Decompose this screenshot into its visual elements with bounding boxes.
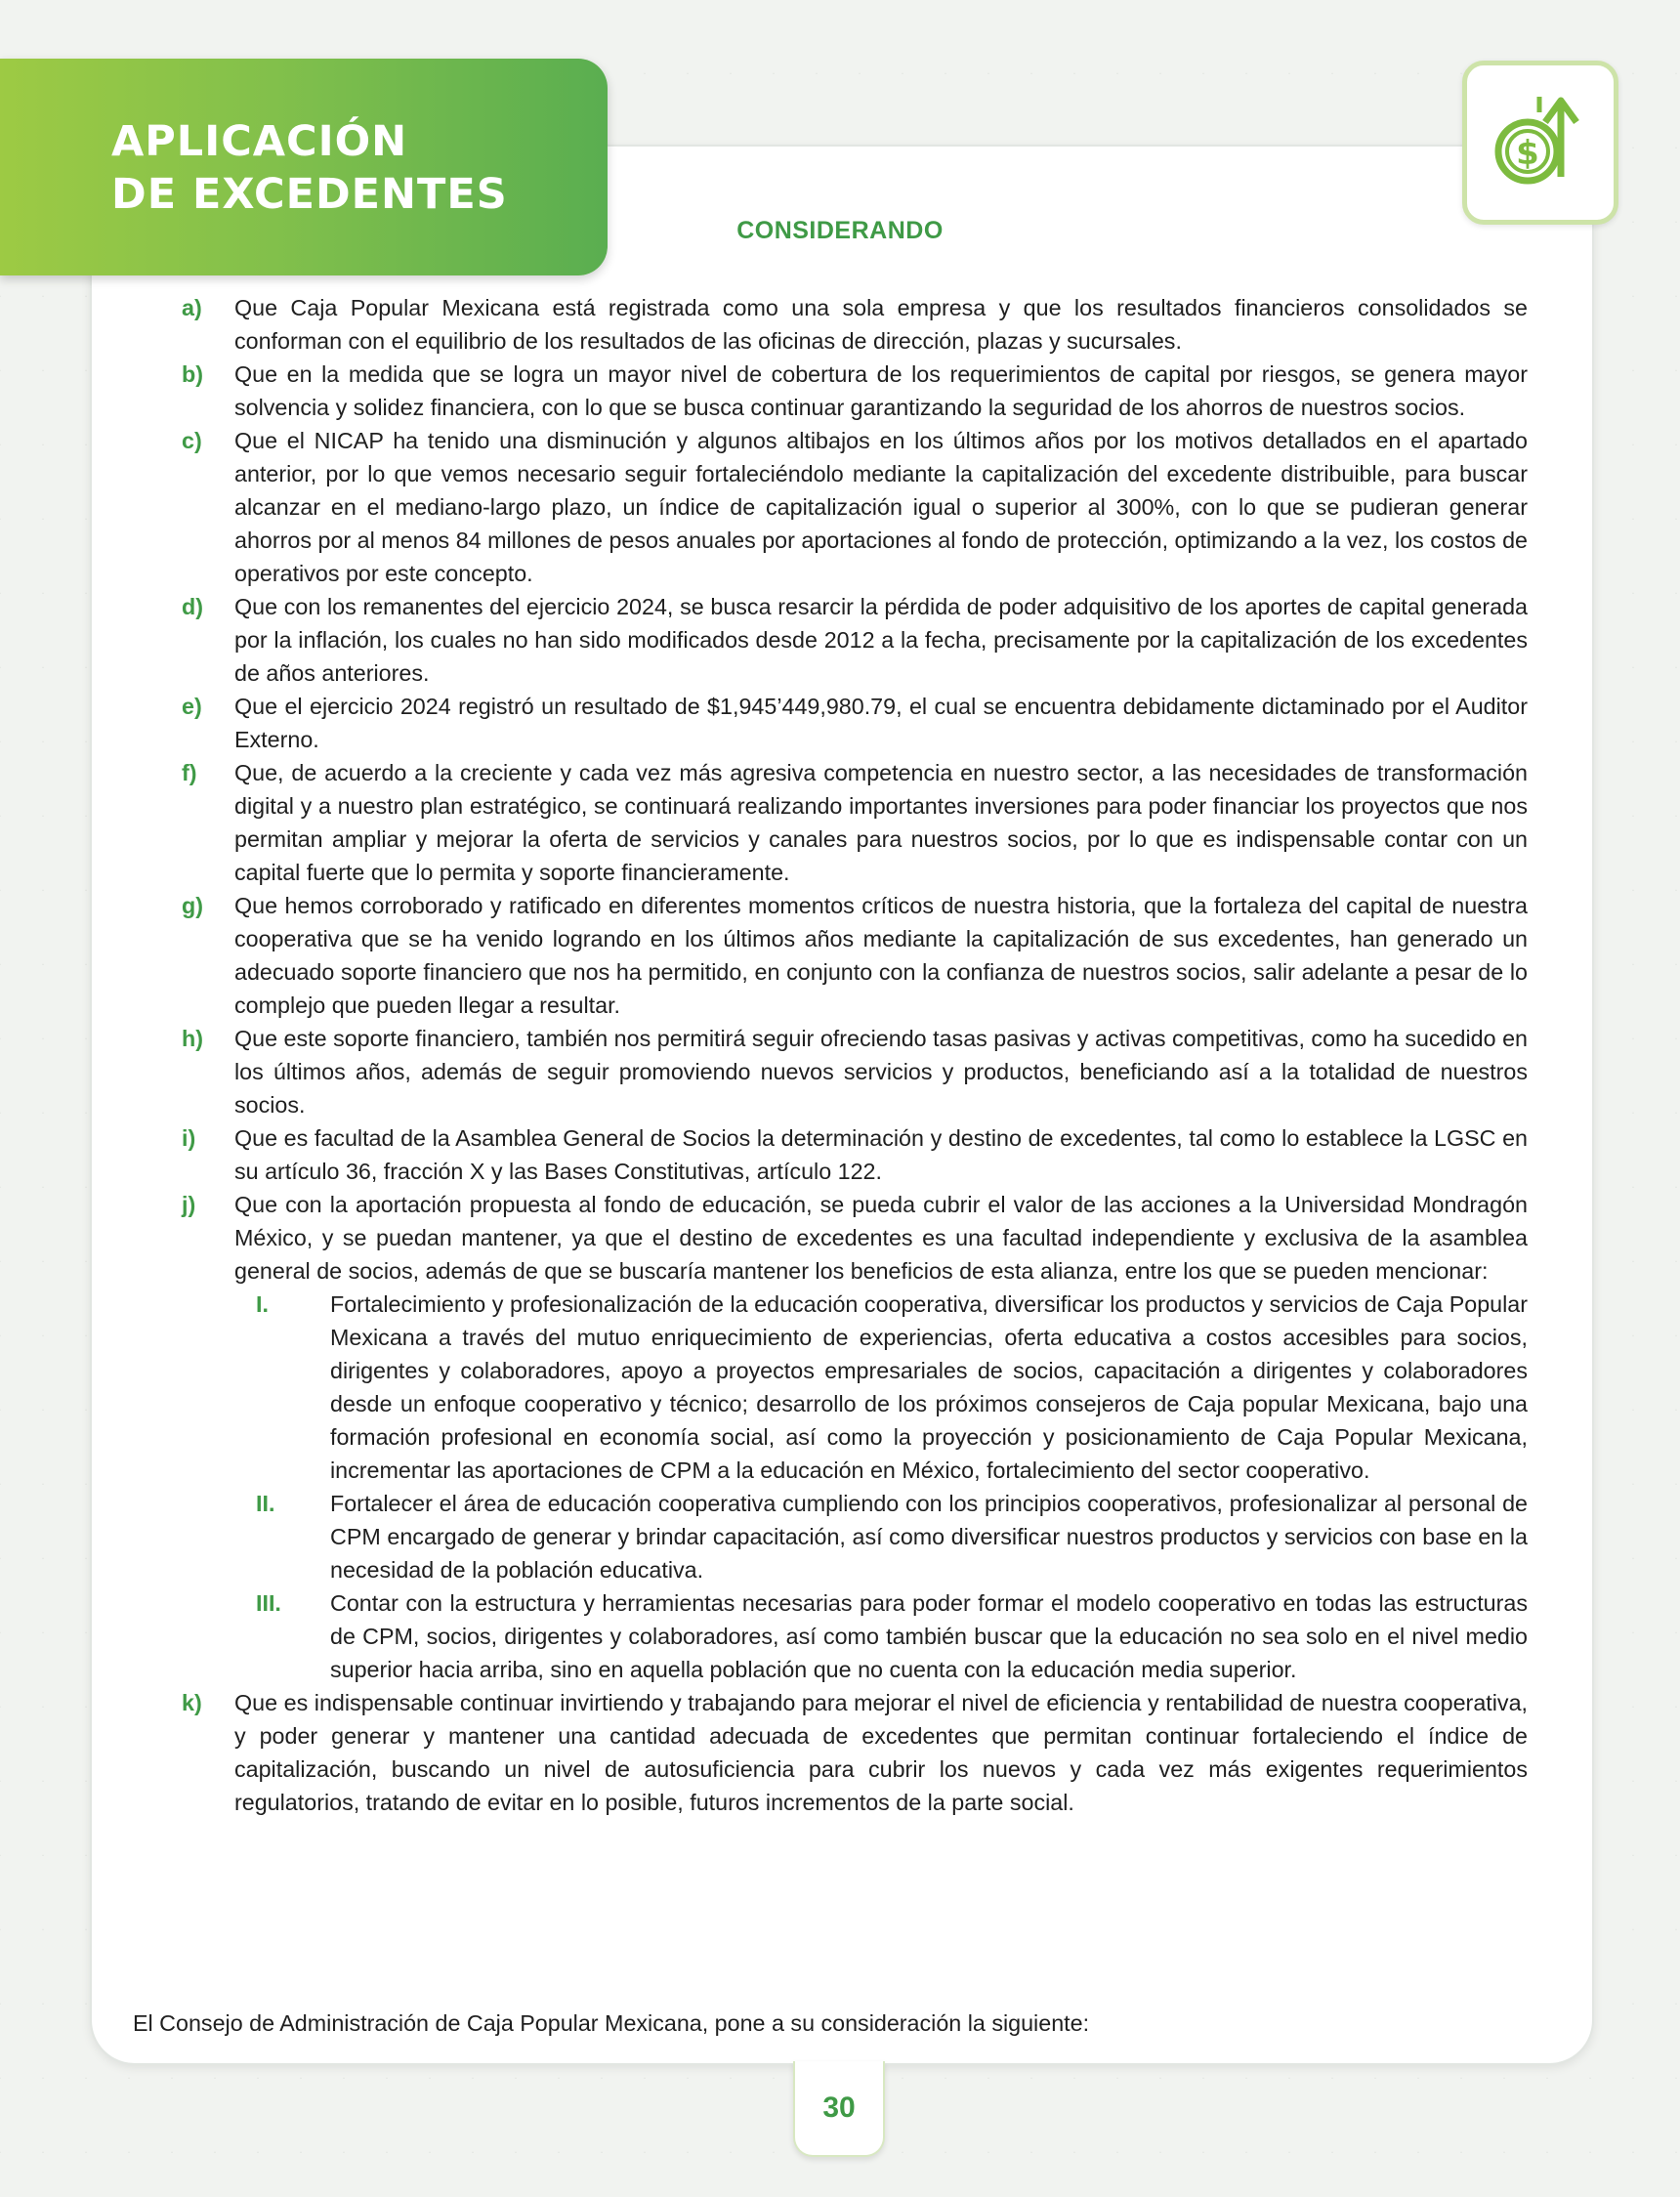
list-item-f <box>182 756 1528 889</box>
list-item-d <box>182 590 1528 690</box>
list-item-text: Que hemos corroborado y ratificado en diferentes momentos críticos de nuestra historia, que la fortaleza del capital de nuestra cooperativa que se ha venido logrando en los últimos años mediante la capitalización de sus excedentes, han generado un adecuado soporte financiero que nos ha permitido, en conjunto con la confianza de nuestros socios, salir adelante a pesar de lo complejo que pueden llegar a resultar. <box>234 893 1528 1018</box>
money-growth-icon <box>1489 87 1592 198</box>
list-item-text: Que el ejercicio 2024 registró un resultado de $1,945’449,980.79, el cual se encuentra debidamente dictaminado por el Auditor Externo. <box>234 694 1528 752</box>
page-number: 30 <box>822 2091 856 2124</box>
sublist-item-text: Contar con la estructura y herramientas necesarias para poder formar el modelo cooperativo en todas las estructuras de CPM, socios, dirigentes y colaboradores, así como también buscar que la educación no sea solo en el nivel medio superior hacia arriba, sino en aquella población que no cuenta con la educación media superior. <box>330 1590 1528 1682</box>
list-item-j <box>182 1188 1528 1686</box>
list-item-g <box>182 889 1528 1022</box>
sublist-item-3 <box>234 1586 1528 1686</box>
list-item-a <box>182 291 1528 358</box>
sublist-item-text: Fortalecer el área de educación cooperativa cumpliendo con los principios cooperativos, profesionalizar al personal de CPM encargado de generar y brindar capacitación, así como diversificar nuestros productos y servicios con base en la necesidad de la población educativa. <box>330 1491 1528 1583</box>
closing-statement: El Consejo de Administración de Caja Popular Mexicana, pone a su consideración la siguiente: <box>133 2010 1090 2036</box>
page-title-line2: DE EXCEDENTES <box>111 170 508 219</box>
sublist-marker: I. <box>256 1291 269 1317</box>
list-item-h <box>182 1022 1528 1121</box>
page-title <box>111 115 508 221</box>
sublist-marker: II. <box>256 1491 275 1516</box>
list-item-c <box>182 424 1528 590</box>
list-marker: j) <box>182 1192 196 1217</box>
list-item-i <box>182 1121 1528 1188</box>
list-marker: h) <box>182 1026 203 1051</box>
considerando-list <box>182 291 1528 1819</box>
list-marker: g) <box>182 893 203 918</box>
list-item-k <box>182 1686 1528 1819</box>
list-item-text: Que es indispensable continuar invirtiendo y trabajando para mejorar el nivel de eficiencia y rentabilidad de nuestra cooperativa, y poder generar y mantener una cantidad adecuada de excedentes que permitan continuar fortaleciendo el índice de capitalización, buscando un nivel de autosuficiencia para cubrir los nuevos y cada vez más exigentes requerimientos regulatorios, tratando de evitar en lo posible, futuros incrementos de la parte social. <box>234 1690 1528 1815</box>
page-title-line1: APLICACIÓN <box>111 117 408 166</box>
list-item-text: Que el NICAP ha tenido una disminución y algunos altibajos en los últimos años por los motivos detallados en el apartado anterior, por lo que vemos necesario seguir fortaleciéndolo mediante la capitalización del excedente distribuible, para buscar alcanzar en el mediano-largo plazo, un índice de capitalización igual o superior al 300%, con lo que se pudieran generar ahorros por al menos 84 millones de pesos anuales por aportaciones al fondo de protección, optimizando a la vez, los costos de operativos por este concepto. <box>234 428 1528 586</box>
list-marker: d) <box>182 594 203 619</box>
list-item-e <box>182 690 1528 756</box>
svg-text:$: $ <box>1516 134 1539 173</box>
list-item-text: Que Caja Popular Mexicana está registrada como una sola empresa y que los resultados financieros consolidados se conforman con el equilibrio de los resultados de las oficinas de dirección, plazas y sucursales. <box>234 295 1528 354</box>
list-marker: i) <box>182 1125 196 1151</box>
list-item-text: Que este soporte financiero, también nos permitirá seguir ofreciendo tasas pasivas y activas competitivas, como ha sucedido en los últimos años, además de seguir promoviendo nuevos servicios y productos, beneficiando así a la totalidad de nuestros socios. <box>234 1026 1528 1118</box>
list-marker: a) <box>182 295 202 320</box>
list-item-text: Que, de acuerdo a la creciente y cada vez más agresiva competencia en nuestro sector, a las necesidades de transformación digital y a nuestro plan estratégico, se continuará realizando importantes inversiones para poder financiar los proyectos que nos permitan ampliar y mejorar la oferta de servicios y canales para nuestros socios, por lo que es indispensable contar con un capital fuerte que lo permita y soporte financieramente. <box>234 760 1528 885</box>
money-growth-icon-box <box>1462 61 1618 225</box>
page-number-tab <box>793 2061 885 2157</box>
sublist-item-text: Fortalecimiento y profesionalización de la educación cooperativa, diversificar los productos y servicios de Caja Popular Mexicana a través del mutuo enriquecimiento de experiencias, oferta educativa a costos accesibles para socios, dirigentes y colaboradores, apoyo a proyectos empresariales de socios, capacitación a dirigentes y colaboradores desde un enfoque cooperativo y técnico; desarrollo de los próximos consejeros de Caja popular Mexicana, bajo una formación profesional en economía social, así como la proyección y posicionamiento de Caja Popular Mexicana, incrementar las aportaciones de CPM a la educación en México, fortalecimiento del sector cooperativo. <box>330 1291 1528 1483</box>
list-item-text: Que con la aportación propuesta al fondo de educación, se pueda cubrir el valor de las acciones a la Universidad Mondragón México, y se puedan mantener, ya que el destino de excedentes es una facultad independiente y exclusiva de la asamblea general de socios, además de que se buscaría mantener los beneficios de esta alianza, entre los que se pueden mencionar: <box>234 1192 1528 1284</box>
list-marker: f) <box>182 760 197 785</box>
list-marker: k) <box>182 1690 202 1715</box>
list-item-text: Que en la medida que se logra un mayor nivel de cobertura de los requerimientos de capital por riesgos, se genera mayor solvencia y solidez financiera, con lo que se busca continuar garantizando la seguridad de los ahorros de nuestros socios. <box>234 361 1528 420</box>
list-item-text: Que con los remanentes del ejercicio 2024, se busca resarcir la pérdida de poder adquisitivo de los aportes de capital generada por la inflación, los cuales no han sido modificados desde 2012 a la fecha, precisamente por la capitalización de los excedentes de años anteriores. <box>234 594 1528 686</box>
section-heading: CONSIDERANDO <box>736 217 944 244</box>
sublist-item-2 <box>234 1487 1528 1586</box>
list-marker: c) <box>182 428 202 453</box>
list-marker: b) <box>182 361 203 387</box>
sublist-marker: III. <box>256 1590 281 1616</box>
list-item-text: Que es facultad de la Asamblea General de Socios la determinación y destino de excedentes, tal como lo establece la LGSC en su artículo 36, fracción X y las Bases Constitutivas, artículo 122. <box>234 1125 1528 1184</box>
sublist-item-1 <box>234 1288 1528 1487</box>
benefits-sublist <box>234 1288 1528 1686</box>
list-marker: e) <box>182 694 202 719</box>
list-item-b <box>182 358 1528 424</box>
